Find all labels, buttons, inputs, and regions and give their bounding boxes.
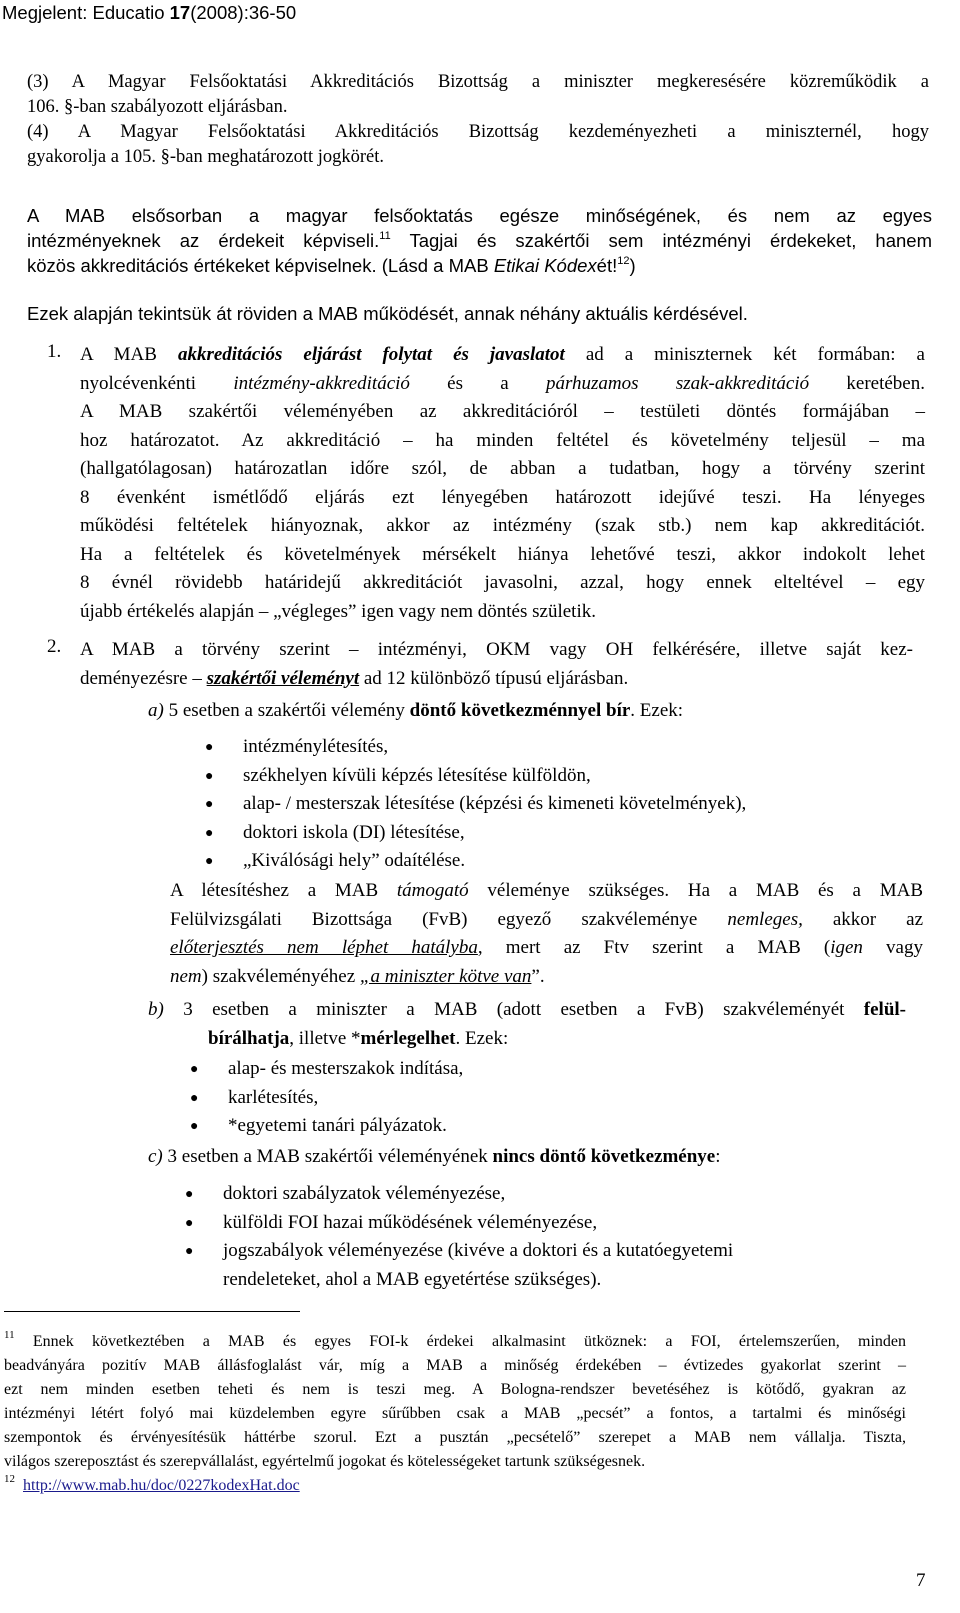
list-item: ● doktori szabályzatok véleményezése,: [185, 1180, 733, 1209]
list-item: ● alap- / mesterszak létesítése (képzési és kimeneti követelmények),: [205, 790, 746, 819]
footnote-number-11: 11: [4, 1329, 15, 1341]
list-item: ● *egyetemi tanári pályázatok.: [190, 1112, 463, 1141]
bullet-icon: ●: [205, 854, 214, 869]
bullet-icon: ●: [185, 1244, 194, 1259]
sub-b-line: bírálhatja, illetve *mérlegelhet. Ezek:: [208, 1027, 509, 1049]
bullet-icon: ●: [205, 797, 214, 812]
footnote-11-line: világos szereposztást és szerepvállalást, egyértelmű jogokat és kötelességeket tartunk szükségesnek.: [4, 1453, 646, 1470]
bullet-icon: ●: [205, 768, 214, 784]
bullet-icon: ●: [185, 1187, 194, 1202]
footnotes: [4, 1330, 906, 1498]
item-1-line: 8 évenként ismétlődő eljárás ezt lényegében határozott idejűvé teszi. Ha lényeges: [80, 486, 925, 508]
item-2-line: deményezésre – szakértői véleményt ad 12 különböző típusú eljárásban.: [80, 667, 629, 689]
sub-a-line: előterjesztés nem léphet hatályba, mert az Ftv szerint a MAB (igen vagy: [170, 937, 923, 958]
sub-a-label: a): [148, 700, 164, 721]
sub-c-label: c): [148, 1146, 163, 1167]
item-1-line: működési feltételek hiányoznak, akkor az intézmény (szak stb.) nem kap akkreditációt.: [80, 515, 925, 536]
list-item: ● székhelyen kívüli képzés létesítése külföldön,: [205, 762, 746, 791]
sub-c-intro: c) 3 esetben a MAB szakértői véleményének nincs döntő következménye:: [148, 1146, 721, 1167]
list-item: ● intézménylétesítés,: [205, 733, 746, 762]
item-number-2: 2.: [47, 636, 62, 657]
sub-b-label: b): [148, 999, 164, 1020]
law-line: 106. §-ban szabályozott eljárásban.: [27, 97, 288, 117]
page-number: 7: [916, 1570, 926, 1591]
sub-c-bullet-list: [185, 1180, 733, 1294]
bullet-icon: ●: [190, 1090, 199, 1106]
item-2-line: A MAB a törvény szerint – intézményi, OKM vagy OH felkérésére, illetve saját kez-: [80, 639, 913, 660]
intro-line: A MAB elsősorban a magyar felsőoktatás egésze minőségének, és nem az egyes: [27, 205, 932, 226]
list-item: ● „Kiválósági hely” odaítélése.: [205, 847, 746, 876]
intro-paragraph: [27, 203, 932, 278]
item-1-text: [80, 341, 925, 626]
sub-b-intro: [148, 996, 906, 1053]
footnote-11-line: intézményi létért folyó mai küzdelemben egyre sűrűbben csak a MAB „pecsét” a fontos, a tartalmi és minőségi: [4, 1405, 906, 1422]
sub-a-line: nem) szakvéleményéhez „a miniszter kötve van”.: [170, 965, 545, 987]
law-quote: [27, 70, 929, 170]
item-1-line: (hallgatólagosan) határozatlan időre szól, de abban a tudatban, hogy a törvény szerint: [80, 458, 925, 479]
list-item: ● jogszabályok véleményezése (kivéve a doktori és a kutatóegyetemi: [185, 1237, 733, 1266]
footnote-number-12: 12: [4, 1473, 15, 1485]
bullet-icon: ●: [190, 1062, 199, 1077]
footnote-12-line: [4, 1474, 906, 1498]
list-item-continuation: rendeleteket, ahol a MAB egyetértése szükséges).: [223, 1268, 602, 1290]
list-item: ● külföldi FOI hazai működésének véleményezése,: [185, 1209, 733, 1238]
list-item: ● karlétesítés,: [190, 1084, 463, 1113]
footnote-11-line: $^{11}$ Ennek következtében a MAB és egyes FOI-k érdekei alkalmasint ütköznek: a FOI, értelemszerűen, minden: [4, 1329, 906, 1350]
item-2-text: [80, 636, 913, 693]
list-item: ● doktori iskola (DI) létesítése,: [205, 819, 746, 848]
intro-line: közös akkreditációs értékeket képviselnek. (Lásd a MAB Etikai Kódexét!$^{12}$): [27, 255, 636, 276]
law-line: (4) A Magyar Felsőoktatási Akkreditációs Bizottság kezdeményezheti a miniszternél, hogy: [27, 122, 929, 142]
law-line: gyakorolja a 105. §-ban meghatározott jogkörét.: [27, 147, 385, 167]
footnote-11-line: ezt nem minden esetben teheti és nem is teszi meg. A Bologna-rendszer bevetéséhez is kötődő, gyakran az: [4, 1381, 906, 1398]
journal-name: Megjelent: Educatio: [2, 2, 165, 23]
sub-a-line: Felülvizsgálati Bizottsága (FvB) egyező szakvéleménye nemleges, akkor az: [170, 908, 923, 930]
sub-b-bullet-list: [190, 1055, 463, 1141]
item-1-line: A MAB akkreditációs eljárást folytat és javaslatot ad a miniszternek két formában: a: [80, 344, 925, 365]
footnote-11-line: szempontok és érvényesítésük háttérbe szorul. Ezt a pusztán „pecsételő” szerepet a MAB nem vállalja. Tiszta,: [4, 1429, 906, 1446]
journal-volume: 17: [169, 2, 191, 23]
running-header: [2, 2, 296, 24]
item-1-line: A MAB szakértői véleményében az akkreditációról – testületi döntés formájában –: [80, 401, 925, 422]
bullet-icon: ●: [185, 1215, 194, 1231]
sub-b-line: b) 3 esetben a miniszter a MAB (adott esetben a FvB) szakvéleményét felül-: [148, 999, 906, 1020]
footnote-12-link[interactable]: http://www.mab.hu/doc/0227kodexHat.doc: [23, 1477, 300, 1494]
sub-a-intro: a) 5 esetben a szakértői vélemény döntő következménnyel bír. Ezek:: [148, 700, 684, 721]
footnote-ref-11[interactable]: 11: [379, 230, 391, 242]
sub-a-line: A létesítéshez a MAB támogató véleménye szükséges. Ha a MAB és a MAB: [170, 880, 923, 901]
item-1-line: nyolcévenkénti intézmény-akkreditáció és a párhuzamos szak-akkreditáció keretében.: [80, 372, 925, 394]
item-1-line: hoz határozatot. Az akkreditáció – ha minden feltétel és követelmény teljesül – ma: [80, 429, 925, 451]
intro-summary: Ezek alapján tekintsük át röviden a MAB működését, annak néhány aktuális kérdésével.: [27, 303, 748, 324]
footnote-ref-12[interactable]: 12: [617, 255, 630, 267]
item-1-line: 8 évnél rövidebb határidejű akkreditációt javasolni, azzal, hogy ennek elteltével – egy: [80, 572, 925, 593]
intro-line: intézményeknek az érdekeit képviseli.$^{11}$ Tagjai és szakértői sem intézményi érdekeket, hanem: [27, 230, 933, 251]
sub-a-bullet-list: [205, 733, 746, 876]
item-1-line: Ha a feltételek és követelmények mérsékelt hiánya lehetővé teszi, akkor indokolt lehet: [80, 543, 925, 565]
item-1-line: újabb értékelés alapján – „végleges” igen vagy nem döntés születik.: [80, 600, 596, 622]
bullet-icon: ●: [190, 1119, 199, 1134]
journal-issue: (2008):36-50: [190, 2, 297, 23]
bullet-icon: ●: [205, 825, 214, 841]
law-line: (3) A Magyar Felsőoktatási Akkreditációs Bizottság a miniszter megkeresésére közreműködik a: [27, 72, 929, 92]
item-number-1: 1.: [47, 341, 62, 362]
footnote-divider: [4, 1311, 300, 1312]
list-item: ● alap- és mesterszakok indítása,: [190, 1055, 463, 1084]
bullet-icon: ●: [205, 740, 214, 755]
footnote-11-line: beadványára pozitív MAB állásfoglalást vár, míg a MAB a minőség érdekében – évtizedes gyakorlat szerint –: [4, 1357, 906, 1374]
sub-a-paragraph: [170, 877, 923, 991]
